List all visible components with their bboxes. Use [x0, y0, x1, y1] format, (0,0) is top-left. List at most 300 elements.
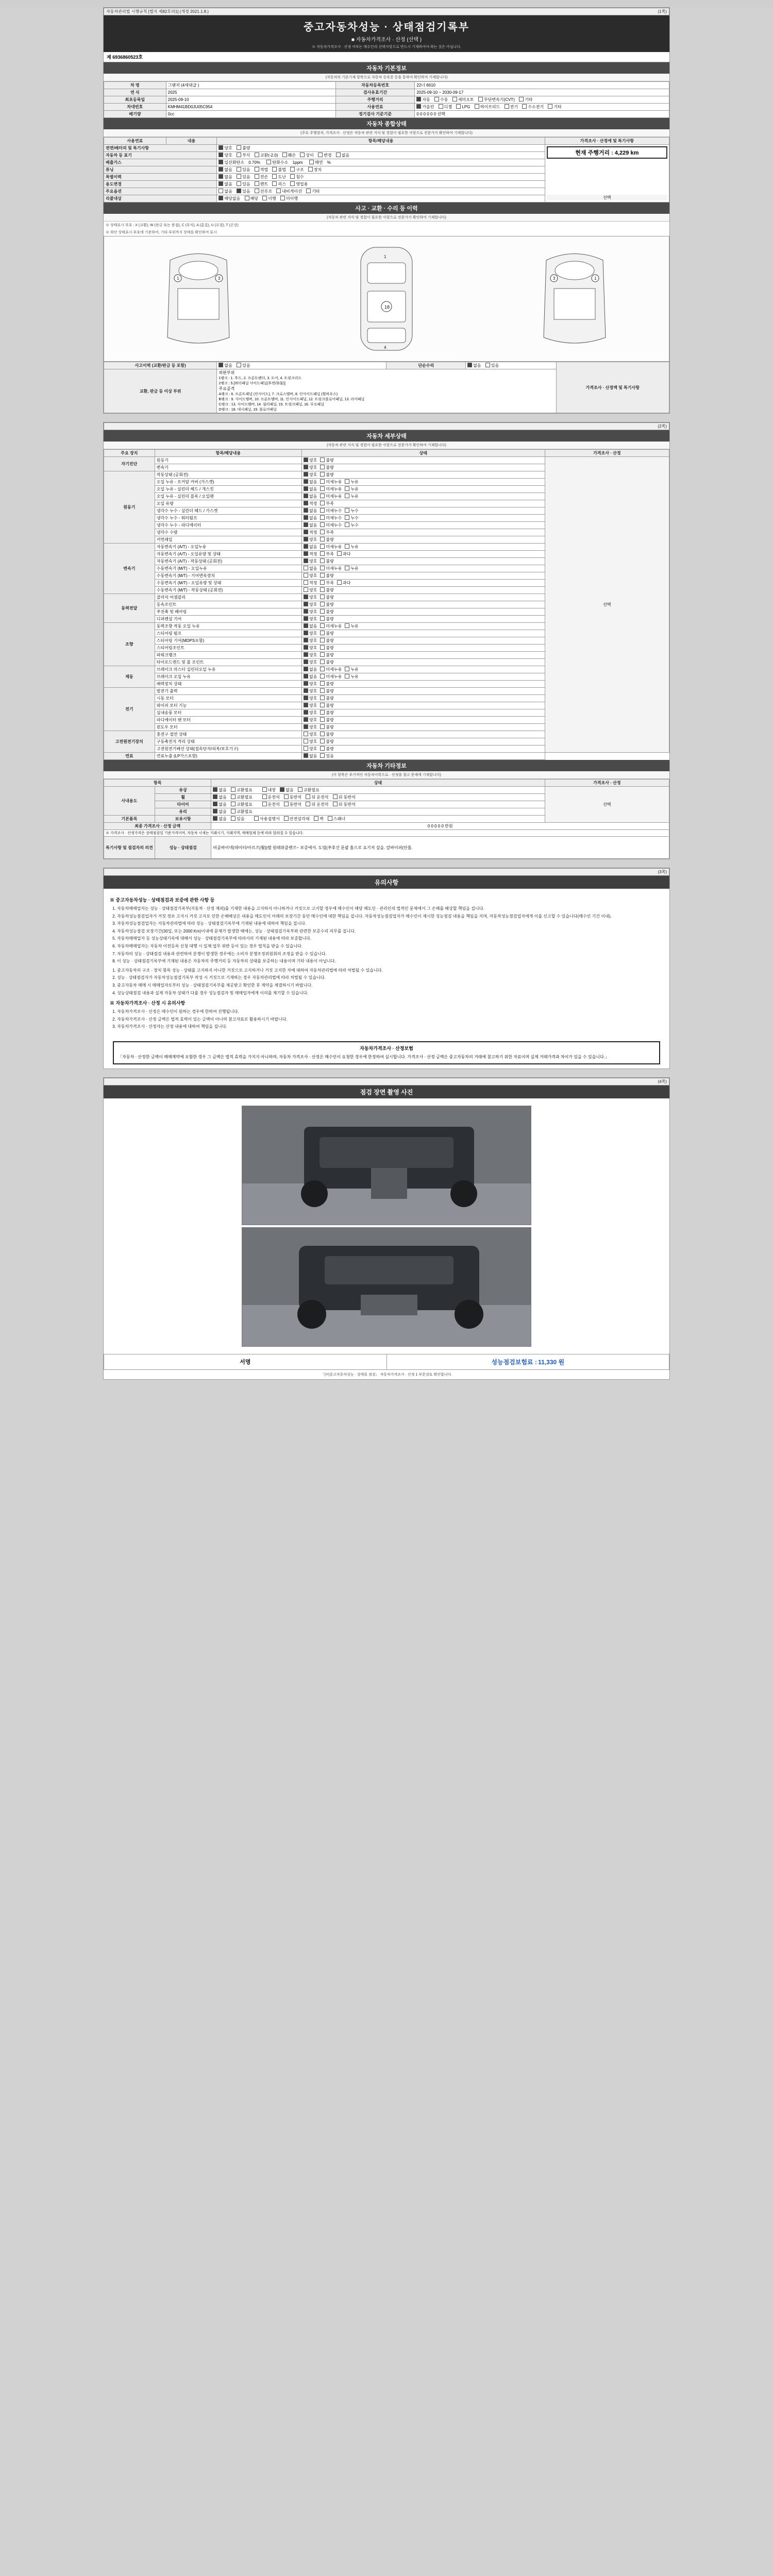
chk-1[interactable]: 불량: [320, 703, 333, 708]
chk-0[interactable]: 적정: [304, 551, 317, 557]
detail-item-label: 디퍼렌셜 기어: [155, 616, 301, 623]
fuel-hybrid[interactable]: 하이브리드: [475, 104, 500, 110]
special-sub: 성능 · 상태점검: [155, 837, 211, 859]
detail-item-opts: [301, 565, 545, 572]
chk-2[interactable]: 운전석: [262, 794, 280, 800]
chk-1[interactable]: 불량: [320, 659, 333, 665]
form-topbar-2: [104, 422, 669, 430]
overall-table: [104, 137, 669, 202]
chk-1[interactable]: 있음: [231, 816, 244, 822]
chk-0[interactable]: 양호: [304, 609, 317, 615]
chk-3[interactable]: 없음: [280, 787, 293, 793]
chk-good[interactable]: 양호: [304, 472, 317, 478]
tuning-structure[interactable]: 구조: [290, 167, 304, 173]
hist-flood[interactable]: 침수: [290, 174, 304, 180]
detail-item-opts: [301, 594, 545, 601]
trans-etc[interactable]: 기타: [519, 97, 532, 103]
detail-item-opts: [301, 702, 545, 709]
chk-1[interactable]: 교환필요: [231, 787, 253, 793]
others-col-1: 상태: [211, 779, 545, 787]
docno-value: 6936860523호: [112, 55, 143, 60]
chk-0[interactable]: 양호: [304, 746, 317, 752]
others-opts-3: [211, 808, 545, 816]
opt-yes[interactable]: 있음: [237, 189, 250, 194]
detail-item-label: 발전기 출력: [155, 688, 301, 695]
chk-4[interactable]: 교환필요: [298, 787, 320, 793]
chk-1[interactable]: 불량: [320, 595, 333, 600]
chk-good[interactable]: 양호: [304, 457, 317, 463]
chk-1[interactable]: 불량: [320, 573, 333, 579]
section-sub-others: (이 항목은 부가적인 자동차이력으로 · 산정을 참고 문제에 기재합니다): [104, 771, 669, 779]
use-lease[interactable]: 리스: [272, 181, 285, 187]
svg-text:1: 1: [594, 276, 597, 281]
overall-row-opts-7: [217, 195, 545, 202]
detail-group-1: 원동기: [104, 471, 155, 544]
section-sub-overall: (주요 주행장치, 가격조사 · 산정은 자동차 관련 지식 및 경험이 필요한 사항으로 전문가가 확인하여 기재합니다): [104, 129, 669, 137]
chk-1[interactable]: 불량: [320, 739, 333, 744]
table-row: [104, 753, 669, 760]
detail-item-opts: [301, 558, 545, 565]
chk-2[interactable]: 과다: [337, 551, 350, 557]
chk-2[interactable]: 누유: [345, 479, 358, 485]
notice-s3-title: ※ 자동차가격조사 · 산정 시 유의사항: [110, 1001, 186, 1006]
opt-good[interactable]: 양호: [219, 145, 232, 151]
opt-1-6[interactable]: 없음: [336, 152, 349, 158]
chk-0[interactable]: 없음: [304, 479, 317, 485]
special-text: 비골바이넥(데이터/아르즈(휠))별 원래위클렌즈~ 보증에서. 도엄(추후건 문괄 흡으로 요기저 삽을. 앞바이퍼(안흡.: [211, 837, 669, 859]
accident-none[interactable]: 없음: [219, 363, 232, 368]
chk-0[interactable]: 없음: [304, 515, 317, 521]
sheet-page-4: [103, 1077, 670, 1380]
recall-na[interactable]: 해당없음: [219, 196, 240, 201]
emis-co[interactable]: 일산화탄소: [219, 160, 244, 165]
detail-item-opts: [301, 666, 545, 673]
emis-hc[interactable]: 탄화수소: [266, 160, 288, 165]
chk-1[interactable]: 불량: [320, 602, 333, 607]
chk-0[interactable]: 양호: [304, 595, 317, 600]
detail-item-opts: [301, 500, 545, 507]
detail-item-label: 배력장치 상태: [155, 681, 301, 688]
chk-0[interactable]: 양호: [304, 573, 317, 579]
chk-0[interactable]: 양호: [304, 602, 317, 607]
chk-1[interactable]: 불량: [320, 732, 333, 737]
opt-etc[interactable]: 기타: [306, 189, 320, 194]
chk-0[interactable]: 없음: [304, 566, 317, 571]
chk-bad[interactable]: 불량: [320, 472, 333, 478]
chk-bad[interactable]: 불량: [320, 465, 333, 470]
detail-item-label: 고전원전기배선 상태(접속단자/피복/보호기구): [155, 745, 301, 753]
detail-item-opts: [301, 507, 545, 515]
chk-2[interactable]: 누유: [345, 494, 358, 499]
table-row: [104, 1354, 669, 1369]
accident-left-opts: [217, 362, 386, 369]
chk-1[interactable]: 미세누수: [320, 515, 342, 521]
detail-item-opts: [301, 645, 545, 652]
chk-0[interactable]: 적정: [304, 580, 317, 586]
chk-1[interactable]: 미세누유: [320, 667, 342, 672]
chk-4[interactable]: 잭: [314, 816, 324, 822]
detail-item-label: 클러치 어셈블리: [155, 594, 301, 601]
basic-label-1: 연 식: [104, 89, 166, 96]
page-desc: ※ 자동차가격조사 · 산정 여부는 매수인의 선택사항으로 반드시 기재하여야 하는 것은 아닙니다.: [312, 45, 461, 49]
others-sub-2: 타이어: [155, 801, 211, 808]
fuel-gasoline[interactable]: 가솔린: [416, 104, 434, 110]
document-number-row: [104, 52, 669, 62]
chk-1[interactable]: 불량: [320, 587, 333, 593]
car-side-right-diagram: [536, 240, 613, 358]
emis-hc-val: 1ppm: [292, 160, 303, 165]
detail-item-opts: [301, 486, 545, 493]
chk-2[interactable]: 누유: [345, 544, 358, 550]
sheet-page-3: [103, 868, 670, 1069]
accident-note-2: ※ 하단 상태표시 부호에 기준하여, 기타 부위까지 상태를 확인하여 표시: [106, 231, 217, 234]
opt-1-5[interactable]: 변경: [318, 152, 331, 158]
detail-item-label: 실내송풍 모터: [155, 709, 301, 717]
opt-sunroof[interactable]: 선루프: [255, 189, 272, 194]
table-header-row: [104, 138, 669, 145]
chk-2[interactable]: 누유: [345, 674, 358, 680]
chk-0[interactable]: 양호: [304, 616, 317, 622]
detail-item-label: 등속조인트: [155, 601, 301, 608]
signature-fee-table: [104, 1354, 669, 1370]
use-rent[interactable]: 렌트: [255, 181, 268, 187]
section-title-detail: 자동차 세부상태: [104, 430, 669, 442]
detail-item-label: 커먼레일: [155, 536, 301, 544]
fuel-etc[interactable]: 기타: [548, 104, 561, 110]
svg-text:3: 3: [552, 276, 556, 281]
chk-0[interactable]: 적정: [304, 501, 317, 506]
overall-col-3: 가격조사 · 산정에 및 특기사항: [545, 138, 669, 145]
chk-3[interactable]: 안전삼각대: [284, 816, 310, 822]
chk-1[interactable]: 미세누유: [320, 486, 342, 492]
opt-none[interactable]: 없음: [219, 189, 232, 194]
overall-row-opts-5: [217, 181, 545, 188]
chk-1[interactable]: 불량: [320, 537, 333, 543]
detail-item-label: 시동 모터: [155, 695, 301, 702]
chk-1[interactable]: 미세누유: [320, 566, 342, 571]
chk-3[interactable]: 동반석: [284, 794, 301, 800]
chk-0[interactable]: 양호: [304, 717, 317, 723]
use-yes[interactable]: 있음: [237, 181, 250, 187]
chk-0[interactable]: 양호: [304, 587, 317, 593]
chk-0[interactable]: 없음: [304, 674, 317, 680]
detail-item-opts: [301, 529, 545, 536]
detail-item-opts: [301, 709, 545, 717]
chk-0[interactable]: 양호: [304, 681, 317, 687]
opt-1-0[interactable]: 양호: [219, 152, 232, 158]
chk-0[interactable]: 양호: [304, 703, 317, 708]
chk-0[interactable]: 없음: [213, 802, 226, 807]
chk-5[interactable]: 스패너: [328, 816, 345, 822]
vehicle-damage-diagram[interactable]: [104, 236, 669, 362]
chk-0[interactable]: 없음: [304, 486, 317, 492]
chk-1[interactable]: 불량: [320, 696, 333, 701]
chk-0[interactable]: 양호: [304, 696, 317, 701]
chk-2[interactable]: 내장: [262, 787, 276, 793]
chk-2[interactable]: 누수: [345, 522, 358, 528]
detail-item-opts: [301, 580, 545, 587]
table-row: [104, 830, 669, 837]
overall-row-opts-6: [217, 188, 545, 195]
chk-1[interactable]: 부족: [320, 530, 333, 535]
chk-1[interactable]: 있음: [320, 753, 333, 759]
basic-value-2: 2025-09-10: [166, 96, 335, 104]
detail-item-label: 오일 누유 - 로커암 커버 (가스켓): [155, 479, 301, 486]
detail-item-opts: [301, 464, 545, 471]
chk-0[interactable]: 양호: [304, 688, 317, 694]
detail-item-label: 수동변속기 (M/T) - 기어변속장치: [155, 572, 301, 580]
chk-1[interactable]: 불량: [320, 724, 333, 730]
hist-yes[interactable]: 있음: [237, 174, 250, 180]
list-item: 4. 자동차성능점검 보장기간(30일, 또는 2000 Km)이내에 문제가 발생한 때에는, 성능 · 상태점검기록부와 관련한 보증수리 의무를 집니다.: [117, 928, 663, 935]
others-sub-0: 유상: [155, 787, 211, 794]
chk-1[interactable]: 미세누유: [320, 544, 342, 550]
chk-4[interactable]: 뒤 운전석: [306, 802, 328, 807]
detail-item-opts: [301, 630, 545, 637]
inner-rank-b: B랭크 : 9. 사이드멤버, 10. 프론트멤버, 11. 인사이드패널, 12. 트렁크플로어패널, 13. 리어패널: [219, 398, 365, 401]
hist-none[interactable]: 없음: [219, 174, 232, 180]
car-side-left-diagram: [160, 240, 237, 358]
form-topbar-3: [104, 868, 669, 876]
chk-1[interactable]: 불량: [320, 681, 333, 687]
chk-5[interactable]: 뒤 동반석: [333, 794, 356, 800]
chk-1[interactable]: 불량: [320, 616, 333, 622]
trans-auto[interactable]: 자동: [416, 97, 430, 103]
chk-0[interactable]: 양호: [304, 645, 317, 651]
overall-row-opts-1: [217, 152, 545, 159]
chk-1[interactable]: 부족: [320, 551, 333, 557]
chk-0[interactable]: 양호: [304, 558, 317, 564]
chk-3[interactable]: 동반석: [284, 802, 301, 807]
list-item: 6. 자동차매매업자는 자동차 이전등록 신청 대행 시 일체 업무 위반 등이 있는 경우 벌칙을 받을 수 있습니다.: [117, 943, 663, 950]
fuel-ev[interactable]: 전기: [505, 104, 518, 110]
chk-1[interactable]: 미세누수: [320, 522, 342, 528]
chk-0[interactable]: 양호: [304, 724, 317, 730]
chk-0[interactable]: 적정: [304, 530, 317, 535]
outer-rank-1: 1랭크 : 1. 후드, 2. 프론트팬더, 3. 도어, 4. 트렁크리드: [219, 377, 302, 380]
chk-0[interactable]: 없음: [213, 794, 226, 800]
chk-0[interactable]: 양호: [304, 710, 317, 716]
detail-item-opts: [301, 738, 545, 745]
emis-smoke-val: %: [327, 160, 331, 165]
tuning-legal[interactable]: 적법: [255, 167, 268, 173]
trans-manual[interactable]: 수동: [434, 97, 448, 103]
chk-0[interactable]: 없음: [213, 816, 226, 822]
hist-total[interactable]: 전손: [255, 174, 268, 180]
chk-1[interactable]: 부족: [320, 501, 333, 506]
detail-item-label: 작동상태 (공회전): [155, 471, 301, 479]
chk-2[interactable]: 운전석: [262, 802, 280, 807]
tuning-device[interactable]: 장치: [308, 167, 322, 173]
chk-1[interactable]: 미세누유: [320, 674, 342, 680]
detail-item-label: 브레이크 오일 누유: [155, 673, 301, 681]
overall-col-2: 항목/해당내용: [217, 138, 545, 145]
table-header-row: [104, 450, 669, 457]
accident-yes[interactable]: 있음: [237, 363, 250, 368]
detail-item-opts: [301, 637, 545, 645]
chk-good[interactable]: 양호: [304, 465, 317, 470]
others-sub-3: 유리: [155, 808, 211, 816]
others-opts-1: [211, 794, 545, 801]
overall-row-label-6: 주요옵션: [104, 188, 217, 195]
detail-item-opts: [301, 688, 545, 695]
emis-smoke[interactable]: 매연: [309, 160, 323, 165]
chk-0[interactable]: 양호: [304, 638, 317, 643]
chk-0[interactable]: 양호: [304, 739, 317, 744]
chk-1[interactable]: 부족: [320, 580, 333, 586]
chk-0[interactable]: 없음: [304, 494, 317, 499]
inner-label: 주요골격: [219, 386, 235, 391]
basic-label-5: 배기량: [104, 111, 166, 118]
chk-1[interactable]: 미세누유: [320, 623, 342, 629]
table-row: [104, 457, 669, 464]
chk-1[interactable]: 미세누유: [320, 479, 342, 485]
trans-cvt[interactable]: 무단변속기(CVT): [478, 97, 515, 103]
use-commercial[interactable]: 영업용: [290, 181, 308, 187]
chk-0[interactable]: 없음: [304, 667, 317, 672]
tuning-illegal[interactable]: 불법: [272, 167, 285, 173]
detail-item-label: 수동변속기 (M/T) - 오일유량 및 상태: [155, 580, 301, 587]
overall-row-label-4: 특별이력: [104, 174, 217, 181]
special-label: 특기사항 및 점검자의 의견: [104, 837, 155, 859]
underbody-photo-rear: [242, 1227, 531, 1347]
chk-bad[interactable]: 불량: [320, 457, 333, 463]
chk-5[interactable]: 뒤 동반석: [333, 802, 356, 807]
recall-undone[interactable]: 미이행: [280, 196, 298, 201]
detail-group-7: 고전원전기장치: [104, 731, 155, 753]
chk-0[interactable]: 없음: [304, 522, 317, 528]
detail-item-opts: [301, 587, 545, 594]
basic-value2-1: 2025-09-10 ~ 2030-09-17: [415, 89, 669, 96]
repair-none[interactable]: 없음: [467, 363, 481, 368]
fuel-diesel[interactable]: 디젤: [439, 104, 452, 110]
section-sub-accident: (자동차 관련 지식 및 경험이 필요한 사항으로 전문가가 확인하여 기재합니다): [104, 214, 669, 222]
chk-1[interactable]: 불량: [320, 688, 333, 694]
section-title-others: 자동차 기타정보: [104, 760, 669, 771]
parts-note-title: 교환, 판금 등 이상 부위: [104, 369, 217, 413]
fee-value: 11,330 원: [538, 1358, 565, 1366]
opt-nav[interactable]: 내비게이션: [276, 189, 302, 194]
chk-0[interactable]: 없음: [213, 787, 226, 793]
opt-1-4[interactable]: 상이: [300, 152, 313, 158]
trans-semi[interactable]: 세미오토: [452, 97, 474, 103]
chk-1[interactable]: 불량: [320, 746, 333, 752]
chk-4[interactable]: 뒤 운전석: [306, 794, 328, 800]
list-item: 1. 자동차매매업자는 성능 · 상태점검기록부(자동차 · 산정 제외)를 기재한 내용을 고지하지 아니하거나 거짓으로 고지할 경우에 매수인이 해당 매도인 · 관리인의 법적인 문제에서 그 손해를 배상할 책임을 집니다.: [117, 906, 663, 912]
chk-2[interactable]: 누유: [345, 667, 358, 672]
final-price-value: 0 0 0 0 0 만원: [211, 823, 669, 830]
chk-1[interactable]: 불량: [320, 710, 333, 716]
overall-row-opts-2: [217, 159, 545, 166]
detail-item-opts: [301, 608, 545, 616]
page-number-3: (3쪽): [658, 870, 667, 874]
chk-1[interactable]: 불량: [320, 558, 333, 564]
list-item: 4. 성능상태점검 내용과 실제 자동차 상태가 다를 경우 성능점검자 및 매매업자에게 이의를 제기할 수 있습니다.: [117, 990, 663, 996]
recall-yes[interactable]: 해당: [245, 196, 258, 201]
table-row: [104, 362, 669, 369]
list-item: 2. 자동차가격조사 · 산정 금액은 법적 효력이 있는 금액이 아니며 참고자료로 활용하시기 바랍니다.: [117, 1016, 663, 1023]
repair-yes[interactable]: 있음: [485, 363, 499, 368]
svg-text:3: 3: [218, 276, 221, 281]
svg-text:4: 4: [383, 345, 386, 350]
opt-1-1[interactable]: 부식: [237, 152, 250, 158]
detail-item-opts: [301, 493, 545, 500]
chk-0[interactable]: 양호: [304, 537, 317, 543]
chk-1[interactable]: 교환필요: [231, 794, 253, 800]
chk-1[interactable]: 미세누유: [320, 494, 342, 499]
detail-item-label: 수동변속기 (M/T) - 오일누유: [155, 565, 301, 572]
chk-0[interactable]: 양호: [304, 732, 317, 737]
detail-item-label: 오일 누유 - 실린더 블록 / 오일팬: [155, 493, 301, 500]
chk-0[interactable]: 양호: [304, 652, 317, 658]
chk-1[interactable]: 불량: [320, 631, 333, 636]
fuel-lpg[interactable]: LPG: [456, 104, 470, 109]
form-topbar: [104, 8, 669, 15]
chk-0[interactable]: 없음: [213, 809, 226, 815]
chk-2[interactable]: 누유: [345, 623, 358, 629]
chk-0[interactable]: 없음: [304, 544, 317, 550]
opt-1-3[interactable]: 훼손: [282, 152, 296, 158]
hist-theft[interactable]: 도난: [272, 174, 285, 180]
chk-2[interactable]: 사용설명서: [254, 816, 280, 822]
chk-1[interactable]: 불량: [320, 652, 333, 658]
tuning-yes[interactable]: 있음: [237, 167, 250, 173]
outer-rank-2: 2랭크 : 5.[쿼터패널 사이드패널(후면/화물)]: [219, 382, 285, 385]
page-number-4: (4쪽): [658, 1079, 667, 1084]
chk-0[interactable]: 양호: [304, 631, 317, 636]
page-number-1: (1쪽): [658, 9, 667, 14]
chk-1[interactable]: 불량: [320, 645, 333, 651]
table-row: [104, 787, 669, 794]
fuel-hydrogen[interactable]: 수소전기: [522, 104, 544, 110]
chk-1[interactable]: 불량: [320, 717, 333, 723]
chk-2[interactable]: 과다: [337, 580, 350, 586]
chk-1[interactable]: 교환필요: [231, 802, 253, 807]
chk-0[interactable]: 없음: [304, 623, 317, 629]
notice-s3-list: [117, 1009, 663, 1030]
chk-0[interactable]: 없음: [304, 508, 317, 514]
overall-row-opts-0: [217, 145, 545, 152]
chk-2[interactable]: 누유: [345, 566, 358, 571]
use-none[interactable]: 없음: [219, 181, 232, 187]
chk-1[interactable]: 교환필요: [231, 809, 253, 815]
detail-item-label: 원동기: [155, 457, 301, 464]
chk-1[interactable]: 불량: [320, 609, 333, 615]
inner-rank-d: D랭크 : 18. 대시패널, 19. 플로어패널: [219, 408, 277, 412]
list-item: 1. 중고자동차의 구조 · 장치 항목 성능 · 상태를 고지하지 아니한 거짓으로 고지하거나 거짓 고지한 자에 대하여 자동차관리법에 따라 처벌될 수 있습니다.: [117, 968, 663, 974]
detail-item-opts: [301, 551, 545, 558]
chk-2[interactable]: 누수: [345, 508, 358, 514]
chk-0[interactable]: 양호: [304, 659, 317, 665]
chk-1[interactable]: 불량: [320, 638, 333, 643]
detail-item-label: 윈도우 모터: [155, 724, 301, 731]
signature-label: 서명: [104, 1354, 387, 1369]
detail-item-opts: [301, 724, 545, 731]
tuning-none[interactable]: 없음: [219, 167, 232, 173]
chk-2[interactable]: 누수: [345, 515, 358, 521]
opt-1-2[interactable]: 교환(-2.0): [255, 152, 278, 158]
recall-done[interactable]: 이행: [262, 196, 276, 201]
chk-1[interactable]: 미세누수: [320, 508, 342, 514]
chk-2[interactable]: 누유: [345, 486, 358, 492]
others-col-2: 가격조사 · 산정: [545, 779, 669, 787]
chk-0[interactable]: 없음: [304, 753, 317, 759]
detail-item-label: 자동변속기 (A/T) - 오일누유: [155, 544, 301, 551]
opt-bad[interactable]: 불량: [237, 145, 250, 151]
detail-item-opts: [301, 616, 545, 623]
detail-item-opts: [301, 479, 545, 486]
svg-text:18: 18: [384, 304, 390, 310]
